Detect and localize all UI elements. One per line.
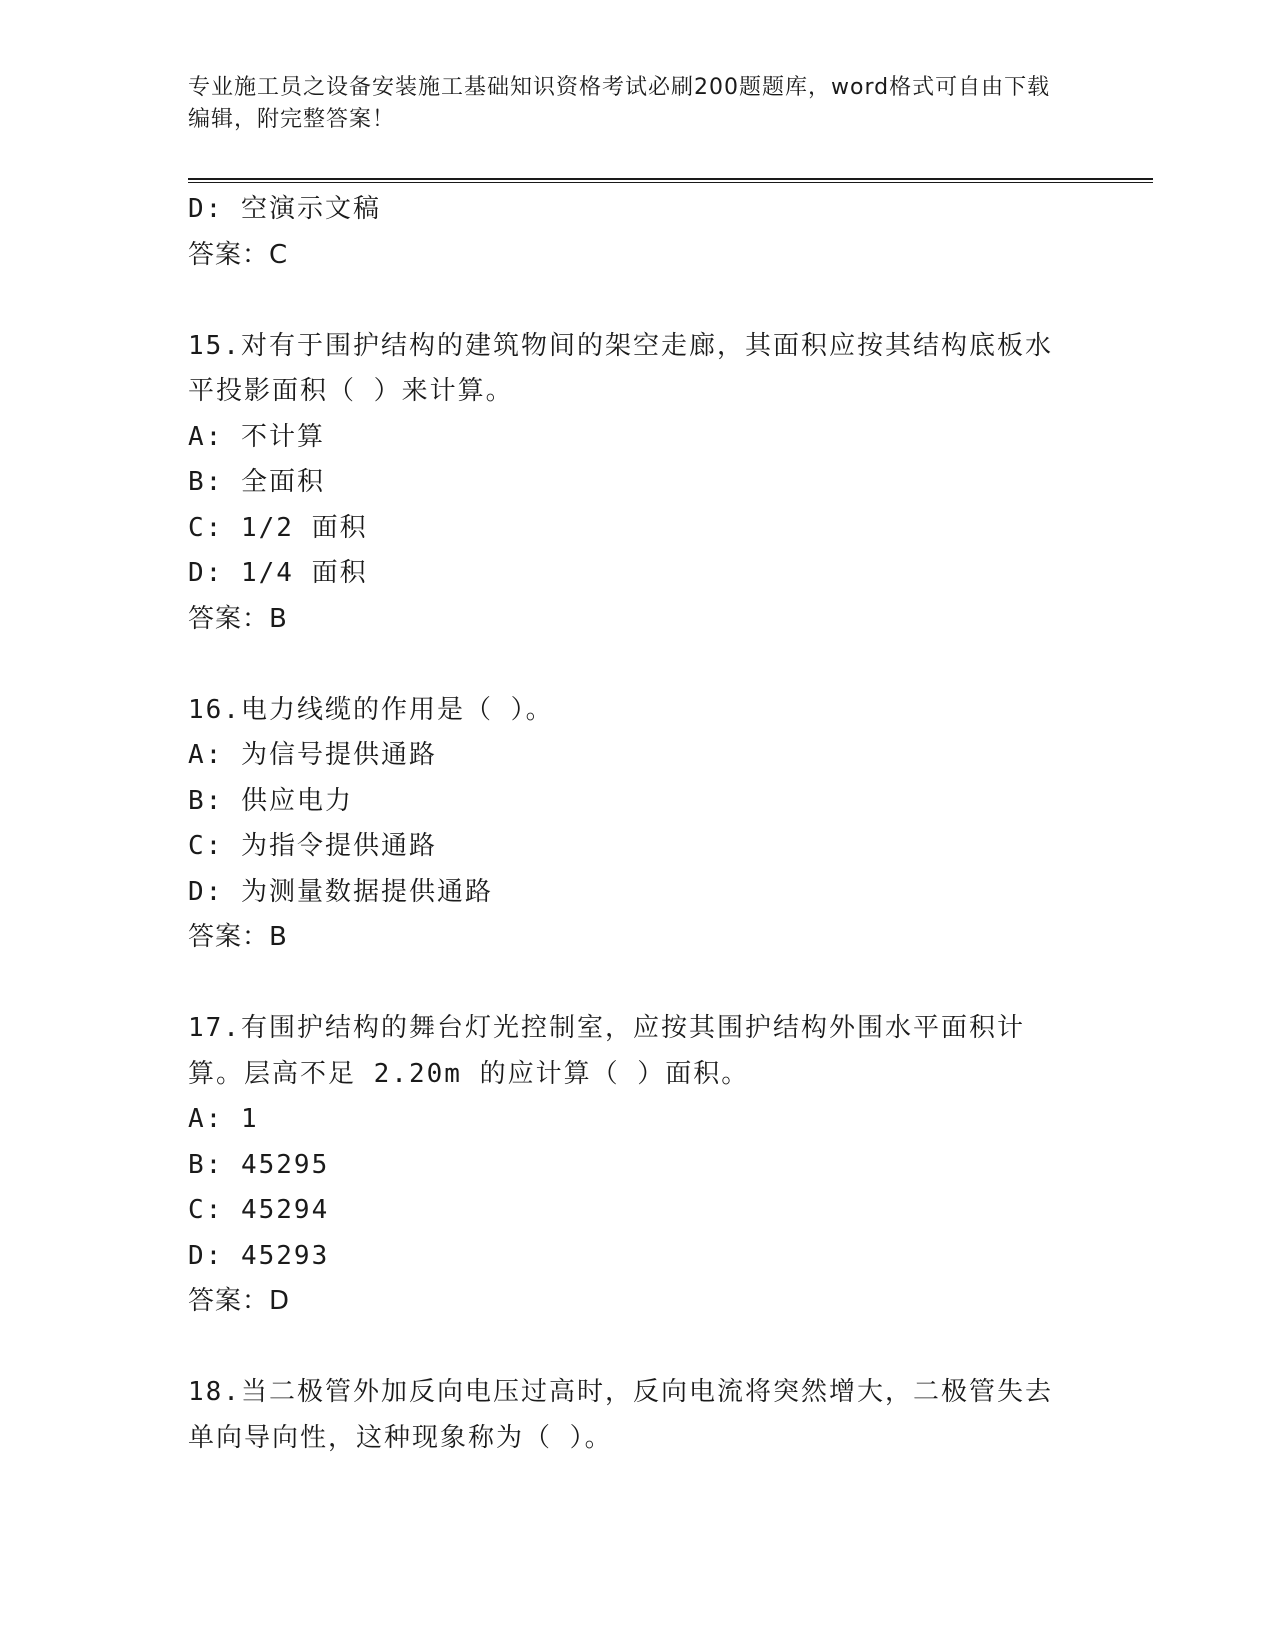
question-gap bbox=[188, 961, 1088, 1007]
option-b: B: 供应电力 bbox=[188, 785, 353, 816]
option-b: B: 全面积 bbox=[188, 467, 325, 497]
question-gap bbox=[188, 642, 1088, 688]
question-stem: 16.电力线缆的作用是（ ）。 bbox=[188, 694, 554, 725]
option-d: D: 45293 bbox=[188, 1240, 330, 1271]
option-a: A: 1 bbox=[188, 1104, 259, 1134]
option-c: C: 为指令提供通路 bbox=[188, 831, 437, 861]
header-divider bbox=[188, 178, 1153, 183]
option-c: C: 1/2 面积 bbox=[188, 512, 368, 543]
answer-line: 答案：B bbox=[188, 603, 288, 634]
question-gap bbox=[188, 278, 1088, 324]
option-d: D: 1/4 面积 bbox=[188, 558, 368, 588]
question-stem: 17.有围护结构的舞台灯光控制室，应按其围护结构外围水平面积计算。层高不足 2.20m 的应计算（ ）面积。 bbox=[188, 1013, 1025, 1089]
option-d: D: 空演示文稿 bbox=[188, 194, 381, 224]
question-stem: 15.对有于围护结构的建筑物间的架空走廊，其面积应按其结构底板水平投影面积（ ）来计算。 bbox=[188, 330, 1053, 406]
answer-line: 答案：C bbox=[188, 239, 289, 270]
question-stem: 18.当二极管外加反向电压过高时，反向电流将突然增大，二极管失去单向导向性，这种现象称为（ ）。 bbox=[188, 1377, 1053, 1453]
page-header: 专业施工员之设备安装施工基础知识资格考试必刷200题题库，word格式可自由下载编辑，附完整答案！ bbox=[188, 75, 1051, 132]
answer-line: 答案：B bbox=[188, 922, 288, 952]
option-b: B: 45295 bbox=[188, 1149, 330, 1180]
option-a: A: 为信号提供通路 bbox=[188, 740, 437, 770]
question-gap bbox=[188, 1325, 1088, 1371]
answer-line: 答案：D bbox=[188, 1286, 291, 1316]
option-a: A: 不计算 bbox=[188, 421, 325, 452]
document-body bbox=[188, 187, 1088, 1461]
option-d: D: 为测量数据提供通路 bbox=[188, 876, 493, 907]
option-c: C: 45294 bbox=[188, 1195, 330, 1225]
